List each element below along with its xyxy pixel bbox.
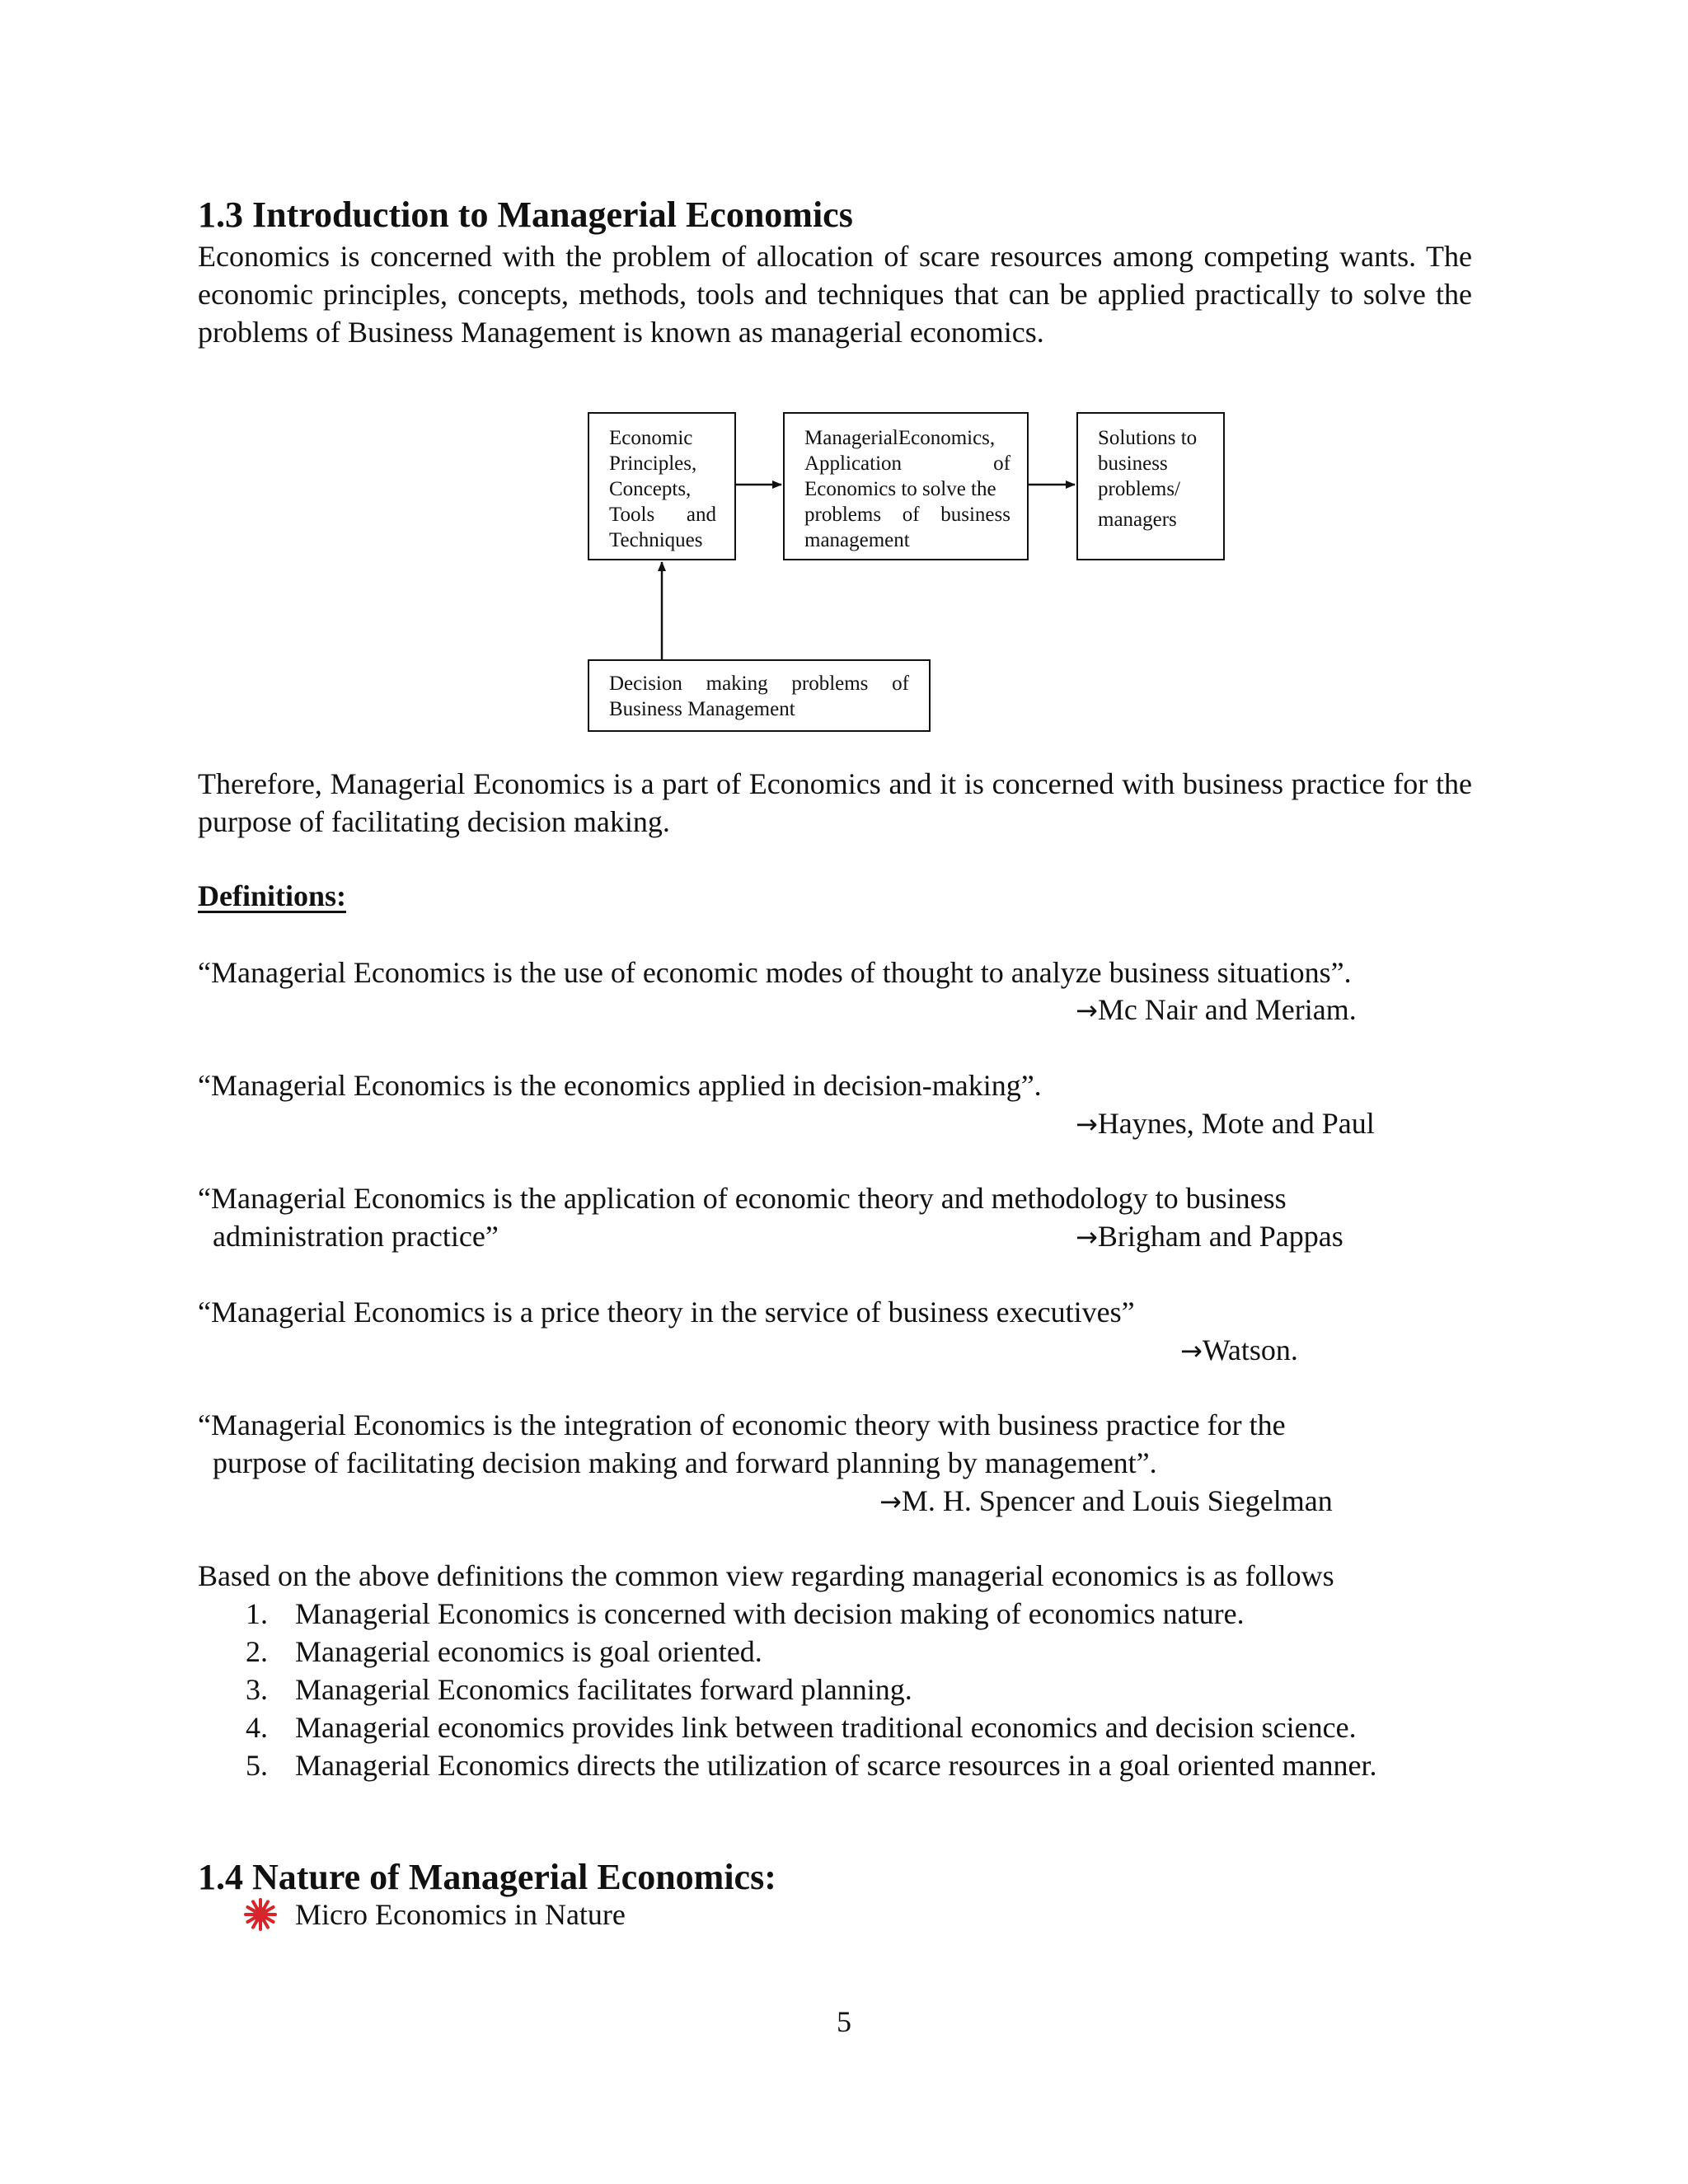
diagram-box-decision-making: Decision making problems of Business Management [588,659,931,732]
definition-quote-5-line-2: purpose of facilitating decision making and forward planning by management”. [213,1446,1157,1479]
definition-quote-5-line-1: “Managerial Economics is the integration of economic theory with business practice for the [198,1408,1286,1441]
right-arrow-icon: → [1076,1221,1098,1253]
flow-diagram [0,0,1688,742]
diagram-box-solutions: Solutions to business problems/ managers [1076,412,1225,560]
definition-quote-3-line-1: “Managerial Economics is the application of economic theory and methodology to business [198,1182,1287,1215]
bullet-center [253,1907,268,1922]
diagram-box-managerial-economics: ManagerialEconomics, Application of Economics to solve the problems of business management [783,412,1029,560]
right-arrow-icon: → [879,1486,902,1517]
right-arrow-icon: → [1180,1335,1203,1366]
diagram-arrows [0,0,1688,742]
definition-quote-3-line-2: administration practice” [213,1220,499,1253]
definition-quote-4: “Managerial Economics is a price theory in the service of business executives” [198,1296,1135,1329]
red-starburst-bullet-icon [244,1898,277,1931]
right-arrow-icon: → [1076,995,1098,1026]
definitions-heading: Definitions: [198,879,346,912]
summary-paragraph: Therefore, Managerial Economics is a part of Economics and it is concerned with business practice for the purpose of facilitating decision making. [198,767,1472,838]
section-heading-1-4: 1.4 Nature of Managerial Economics: [198,1857,776,1897]
definition-attribution-1: →Mc Nair and Meriam. [1076,993,1357,1026]
list-item: 1. Managerial Economics is concerned with decision making of economics nature. [246,1597,1245,1630]
section-heading-1-3: 1.3 Introduction to Managerial Economics [198,194,853,235]
common-view-list [198,1595,1472,1784]
definition-quote-2: “Managerial Economics is the economics applied in decision-making”. [198,1069,1042,1102]
list-item: 2. Managerial economics is goal oriented. [246,1635,762,1668]
nature-item-micro-economics: Micro Economics in Nature [295,1898,626,1931]
page-number: 5 [837,2005,851,2038]
definition-attribution-3: →Brigham and Pappas [1076,1220,1343,1253]
diagram-box-economic-principles: Economic Principles, Concepts, Tools and Techniques [588,412,736,560]
definition-attribution-2: →Haynes, Mote and Paul [1076,1107,1375,1140]
common-view-intro: Based on the above definitions the common view regarding managerial economics is as follows [198,1559,1334,1592]
definition-attribution-4: →Watson. [1180,1333,1298,1366]
list-item: 4. Managerial economics provides link between traditional economics and decision science. [246,1711,1357,1744]
list-item: 5. Managerial Economics directs the utilization of scarce resources in a goal oriented manner. [246,1749,1377,1782]
definition-quote-1: “Managerial Economics is the use of economic modes of thought to analyze business situations”. [198,956,1352,989]
definition-attribution-5: →M. H. Spencer and Louis Siegelman [879,1484,1333,1517]
right-arrow-icon: → [1076,1108,1098,1140]
list-item: 3. Managerial Economics facilitates forward planning. [246,1673,912,1706]
intro-paragraph: Economics is concerned with the problem of allocation of scare resources among competing wants. The economic principles, concepts, methods, tools and techniques that can be applied practically to solve the problems of Business Management is known as managerial economics. [198,240,1472,349]
